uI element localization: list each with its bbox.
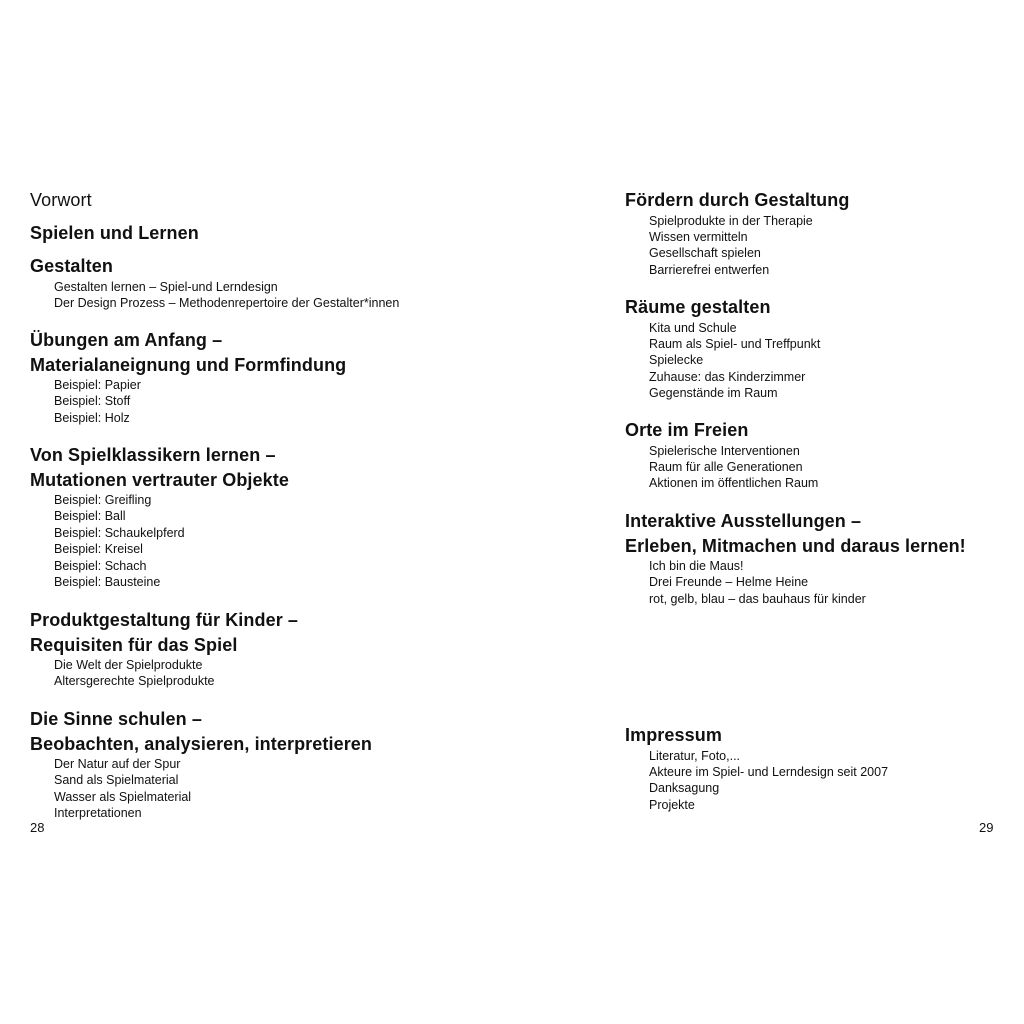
section-items: [625, 443, 818, 492]
toc-item[interactable]: Aktionen im öffentlichen Raum: [649, 476, 819, 491]
toc-item[interactable]: Beispiel: Schaukelpferd: [54, 525, 185, 540]
toc-item[interactable]: Spielprodukte in der Therapie: [649, 213, 813, 228]
section-title[interactable]: Orte im Freien: [625, 420, 749, 440]
toc-item[interactable]: Beispiel: Greifling: [54, 493, 152, 507]
section-title-line2[interactable]: Requisiten für das Spiel: [30, 634, 238, 655]
toc-section-spielklassiker: [30, 443, 289, 590]
toc-item[interactable]: Projekte: [649, 797, 695, 812]
toc-item[interactable]: Beispiel: Holz: [54, 410, 130, 425]
section-items: [625, 558, 966, 607]
section-title-line1[interactable]: Interaktive Ausstellungen –: [625, 511, 862, 531]
toc-spielen-und-lernen[interactable]: Spielen und Lernen: [30, 223, 199, 243]
section-title[interactable]: Impressum: [625, 725, 722, 745]
toc-item[interactable]: Zuhause: das Kinderzimmer: [649, 369, 806, 384]
toc-item[interactable]: Drei Freunde – Helme Heine: [649, 575, 809, 590]
section-items: [30, 756, 372, 822]
toc-item[interactable]: Gesellschaft spielen: [649, 246, 761, 261]
section-title[interactable]: Gestalten: [30, 256, 113, 276]
toc-item[interactable]: Sand als Spielmaterial: [54, 773, 179, 788]
section-title-line1[interactable]: Übungen am Anfang –: [30, 330, 223, 350]
toc-item[interactable]: Raum als Spiel- und Treffpunkt: [649, 336, 821, 351]
toc-vorwort[interactable]: Vorwort: [30, 190, 92, 210]
toc-item[interactable]: Akteure im Spiel- und Lerndesign seit 2007: [649, 764, 889, 779]
toc-section-sinne: [30, 707, 372, 822]
section-title-line2[interactable]: Erleben, Mitmachen und daraus lernen!: [625, 535, 966, 556]
section-items: [30, 279, 399, 312]
section-items: [30, 377, 346, 426]
toc-section-foerdern: [625, 188, 849, 278]
toc-item[interactable]: Danksagung: [649, 781, 720, 796]
section-items: [30, 657, 298, 690]
section-title[interactable]: Räume gestalten: [625, 297, 771, 317]
toc-item[interactable]: rot, gelb, blau – das bauhaus für kinder: [649, 591, 866, 606]
toc-section-gestalten: [30, 254, 399, 311]
toc-item[interactable]: Die Welt der Spielprodukte: [54, 658, 203, 672]
toc-item[interactable]: Ich bin die Maus!: [649, 559, 744, 573]
page-number-right: 29: [979, 820, 994, 835]
toc-item[interactable]: Beispiel: Stoff: [54, 394, 131, 409]
toc-item[interactable]: Beispiel: Papier: [54, 378, 141, 392]
toc-section-raeume: [625, 295, 820, 402]
toc-section-ausstellungen: [625, 509, 966, 607]
toc-section-impressum: [625, 723, 888, 813]
section-title-line2[interactable]: Materialaneignung und Formfindung: [30, 354, 347, 375]
toc-item[interactable]: Literatur, Foto,...: [649, 748, 741, 763]
toc-item[interactable]: Beispiel: Bausteine: [54, 575, 161, 590]
toc-item[interactable]: Spielerische Interventionen: [649, 443, 800, 458]
toc-item[interactable]: Gegenstände im Raum: [649, 386, 778, 401]
toc-item[interactable]: Beispiel: Schach: [54, 558, 147, 573]
section-title-line1[interactable]: Von Spielklassikern lernen –: [30, 445, 276, 465]
section-title[interactable]: Fördern durch Gestaltung: [625, 190, 850, 210]
toc-item[interactable]: Beispiel: Kreisel: [54, 542, 143, 557]
page-number-left: 28: [30, 820, 45, 835]
section-items: [625, 320, 820, 402]
section-title-line2[interactable]: Mutationen vertrauter Objekte: [30, 469, 289, 490]
toc-item[interactable]: Barrierefrei entwerfen: [649, 262, 770, 277]
section-title-line2[interactable]: Beobachten, analysieren, interpretieren: [30, 733, 373, 754]
section-items: [625, 748, 888, 814]
toc-section-orte: [625, 418, 818, 492]
toc-item[interactable]: Raum für alle Generationen: [649, 459, 803, 474]
section-title-line1[interactable]: Die Sinne schulen –: [30, 709, 202, 729]
section-title-line1[interactable]: Produktgestaltung für Kinder –: [30, 610, 299, 630]
toc-section-uebungen: [30, 328, 346, 426]
toc-item[interactable]: Interpretationen: [54, 806, 142, 821]
toc-item[interactable]: Kita und Schule: [649, 320, 737, 335]
toc-item[interactable]: Beispiel: Ball: [54, 509, 126, 524]
toc-item[interactable]: Der Natur auf der Spur: [54, 757, 181, 771]
toc-item[interactable]: Spielecke: [649, 353, 704, 368]
toc-item[interactable]: Der Design Prozess – Methodenrepertoire der Gestalter*innen: [54, 295, 400, 310]
toc-section-produktgestaltung: [30, 608, 298, 690]
toc-item[interactable]: Wasser als Spielmaterial: [54, 789, 192, 804]
toc-item[interactable]: Wissen vermitteln: [649, 229, 748, 244]
toc-item[interactable]: Gestalten lernen – Spiel-und Lerndesign: [54, 279, 278, 294]
section-items: [30, 492, 289, 590]
section-items: [625, 213, 849, 279]
toc-item[interactable]: Altersgerechte Spielprodukte: [54, 674, 215, 689]
